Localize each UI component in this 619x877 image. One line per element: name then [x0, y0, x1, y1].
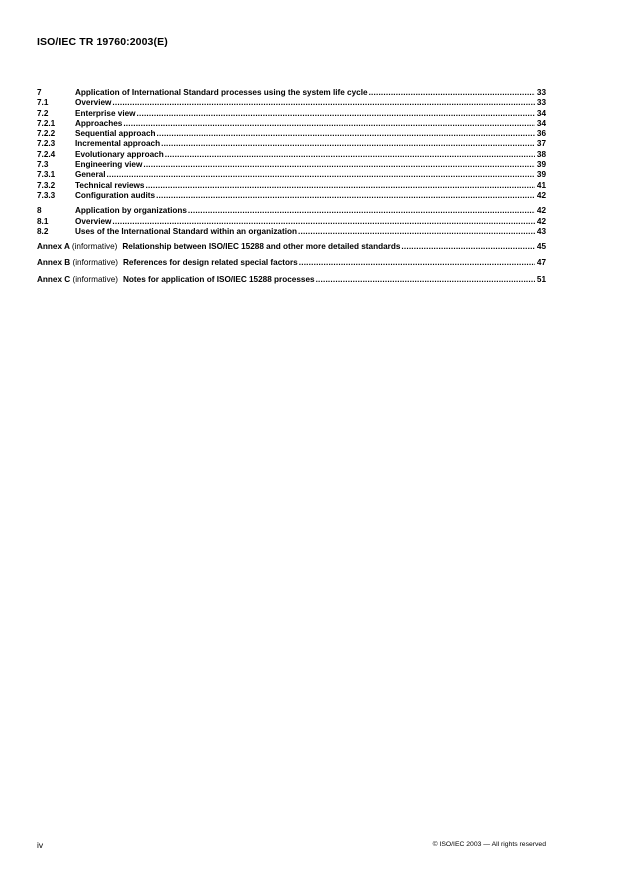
- toc-entry-page: 34: [536, 108, 546, 118]
- annex-type: (informative): [72, 274, 118, 284]
- toc-entry[interactable]: [37, 206, 546, 216]
- toc-group-section-8: [37, 206, 546, 237]
- dot-leader: [401, 242, 535, 252]
- toc-entry-title: Application of International Standard processes using the system life cycle: [75, 88, 368, 97]
- toc-entry[interactable]: [37, 88, 546, 98]
- toc-entry-number: 7.2: [37, 108, 49, 118]
- toc-entry-title: Approaches: [75, 118, 123, 128]
- dot-leader: [143, 160, 535, 170]
- annex-letter: Annex B: [37, 258, 71, 268]
- toc-entry-number: 7: [37, 88, 42, 97]
- footer-copyright: © ISO/IEC 2003 — All rights reserved: [432, 841, 546, 848]
- toc-entry-title: Notes for application of ISO/IEC 15288 processes: [123, 274, 315, 284]
- dot-leader: [298, 227, 535, 237]
- toc-entry-page: 38: [536, 149, 546, 159]
- toc-entry[interactable]: [37, 217, 546, 227]
- dot-leader: [137, 109, 535, 119]
- dot-leader: [188, 206, 535, 216]
- dot-leader: [112, 217, 535, 227]
- dot-leader: [145, 181, 535, 191]
- toc-entry-number: 8: [37, 206, 42, 216]
- toc-entry-page: 47: [536, 258, 546, 268]
- dot-leader: [123, 119, 535, 129]
- toc-entry-number: 7.2.4: [37, 149, 56, 159]
- toc-entry-page: 39: [536, 160, 546, 170]
- toc-entry-title: Incremental approach: [75, 139, 161, 149]
- annex-type: (informative): [72, 258, 118, 268]
- toc-annex-entry[interactable]: [37, 275, 546, 285]
- toc-entry-page: 34: [536, 118, 546, 128]
- toc-entry-title: Relationship between ISO/IEC 15288 and other more detailed standards: [122, 242, 401, 252]
- toc-entry-number: 7.3.1: [37, 170, 56, 180]
- toc-entry-number: 8.1: [37, 216, 49, 226]
- dot-leader: [369, 88, 535, 98]
- toc-entry-title: Application by organizations: [75, 206, 187, 216]
- toc-entry-number: 7.3.3: [37, 190, 56, 200]
- toc-annex-entry[interactable]: [37, 258, 546, 268]
- dot-leader: [107, 170, 536, 180]
- toc-entry[interactable]: [37, 139, 546, 149]
- toc-entry-title: General: [75, 170, 106, 180]
- toc-group-section-7: [37, 88, 546, 201]
- annex-label: [37, 242, 117, 252]
- dot-leader: [316, 275, 535, 285]
- toc-entry-title: Configuration audits: [75, 190, 156, 200]
- annex-letter: Annex A: [37, 242, 70, 252]
- toc-entry[interactable]: [37, 160, 546, 170]
- toc-entry[interactable]: [37, 170, 546, 180]
- toc-entry-number: 8.2: [37, 226, 49, 236]
- annex-label: [37, 275, 118, 285]
- toc-entry[interactable]: [37, 129, 546, 139]
- toc-entry-number: 7.1: [37, 98, 49, 108]
- dot-leader: [161, 139, 535, 149]
- toc-entry-page: 45: [536, 242, 546, 252]
- toc-entry[interactable]: [37, 181, 546, 191]
- annex-letter: Annex C: [37, 274, 71, 284]
- toc-entry[interactable]: [37, 109, 546, 119]
- annex-label: [37, 258, 118, 268]
- dot-leader: [299, 258, 535, 268]
- annex-type: (informative): [71, 242, 118, 252]
- dot-leader: [157, 129, 535, 139]
- toc-entry[interactable]: [37, 98, 546, 108]
- toc-entry-page: 37: [536, 139, 546, 149]
- toc-entry-number: 7.2.1: [37, 118, 56, 128]
- table-of-contents: [37, 88, 546, 291]
- dot-leader: [156, 191, 535, 201]
- toc-entry[interactable]: [37, 150, 546, 160]
- toc-entry-number: 7.2.2: [37, 129, 56, 139]
- toc-entry-title: Enterprise view: [75, 108, 136, 118]
- toc-entry-page: 33: [536, 98, 546, 108]
- toc-entry-title: Engineering view: [75, 160, 143, 170]
- toc-entry[interactable]: [37, 119, 546, 129]
- toc-entry-title: Technical reviews: [75, 180, 145, 190]
- toc-entry-number: 7.3.2: [37, 180, 56, 190]
- toc-entry-page: 42: [536, 190, 546, 200]
- toc-entry[interactable]: [37, 227, 546, 237]
- toc-entry-title: Overview: [75, 98, 112, 108]
- toc-entry-page: 43: [536, 226, 546, 236]
- toc-entry-title: Overview: [75, 216, 112, 226]
- toc-entry-page: 39: [536, 170, 546, 180]
- toc-entry-title: Uses of the International Standard within an organization: [75, 226, 297, 236]
- toc-entry-page: 36: [536, 129, 546, 139]
- toc-entry-title: Sequential approach: [75, 129, 156, 139]
- toc-entry-page: 51: [536, 274, 546, 284]
- toc-entry[interactable]: [37, 191, 546, 201]
- toc-entry-page: 42: [536, 216, 546, 226]
- document-header: ISO/IEC TR 19760:2003(E): [37, 36, 168, 48]
- toc-entry-title: Evolutionary approach: [75, 149, 164, 159]
- footer-page-number: iv: [37, 840, 44, 850]
- toc-entry-page: 33: [536, 88, 546, 97]
- toc-entry-number: 7.3: [37, 160, 49, 170]
- toc-entry-title: References for design related special factors: [123, 258, 298, 268]
- dot-leader: [112, 98, 535, 108]
- toc-entry-number: 7.2.3: [37, 139, 56, 149]
- toc-entry-page: 41: [536, 180, 546, 190]
- toc-entry-page: 42: [536, 206, 546, 216]
- dot-leader: [165, 150, 535, 160]
- toc-annex-entry[interactable]: [37, 242, 546, 252]
